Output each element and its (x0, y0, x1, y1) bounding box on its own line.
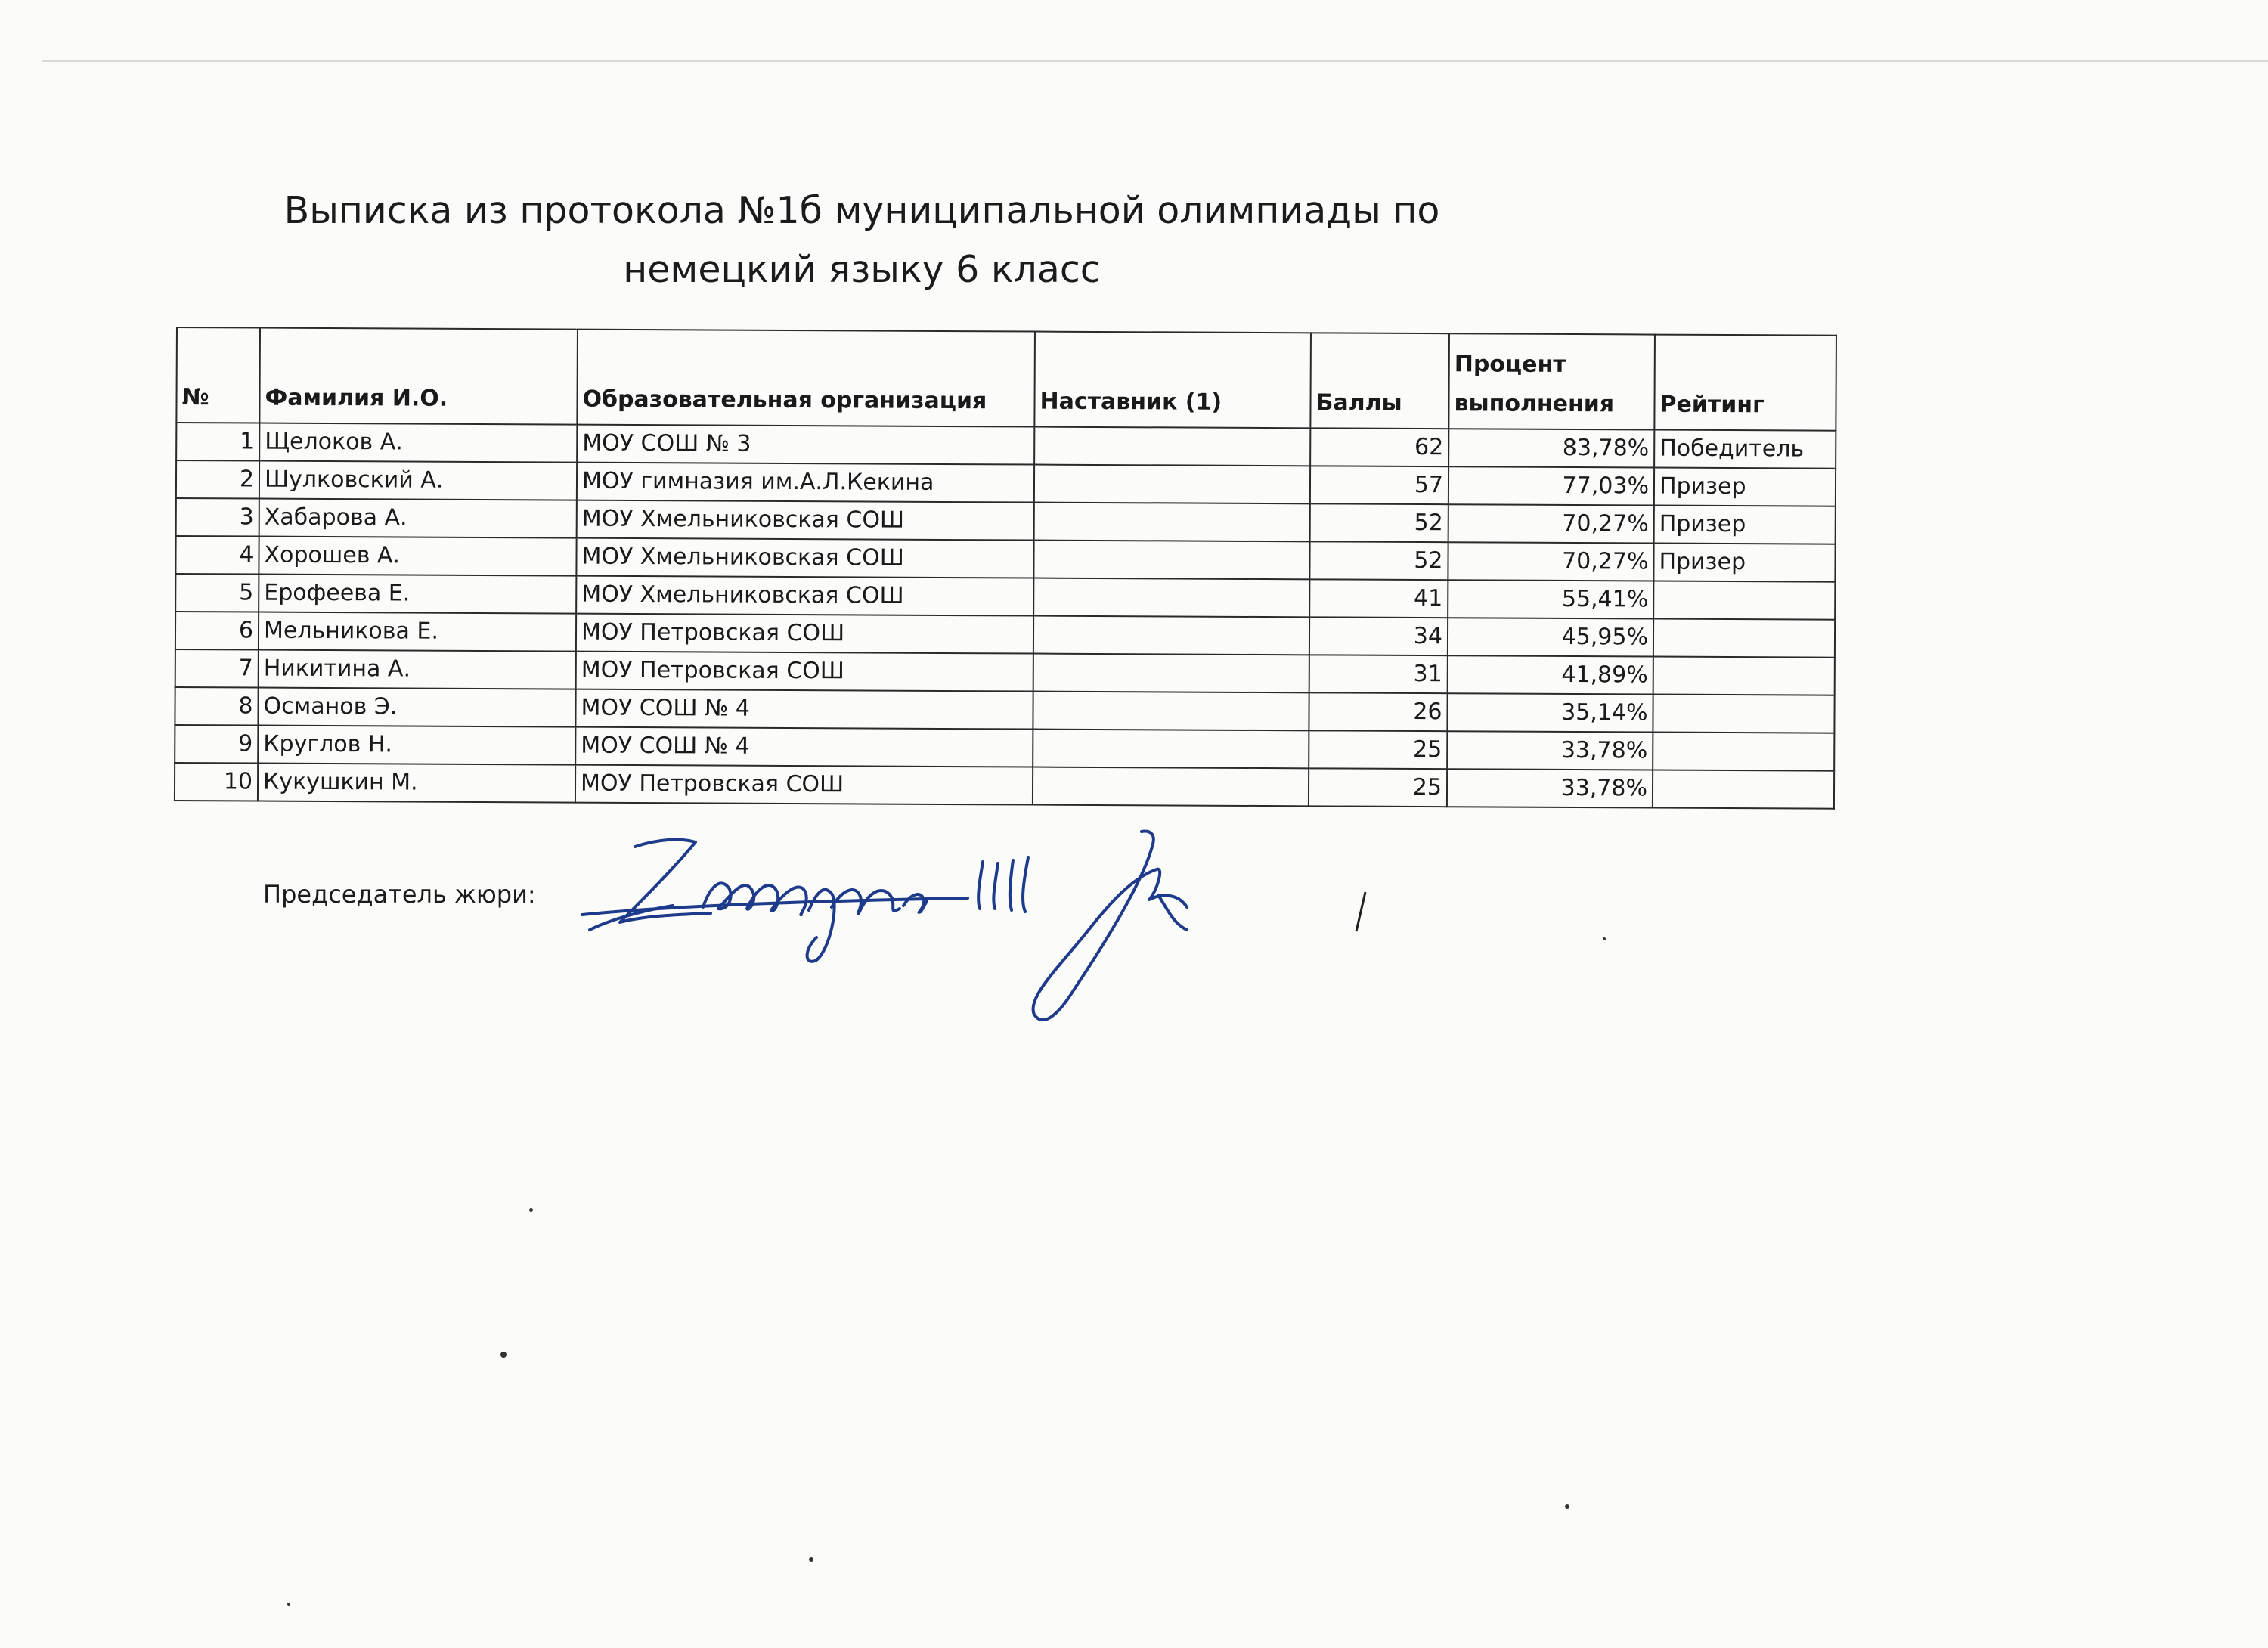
cell-num: 8 (175, 687, 258, 726)
cell-mentor (1033, 578, 1309, 618)
title-line-2: немецкий языку 6 класс (623, 248, 1101, 291)
cell-score: 41 (1309, 579, 1448, 618)
cell-org: МОУ СОШ № 4 (575, 727, 1033, 767)
cell-rating: Призер (1653, 544, 1835, 582)
cell-name: Хабарова А. (259, 499, 577, 538)
cell-percent: 41,89% (1448, 655, 1653, 694)
scan-speck (529, 1208, 533, 1212)
cell-num: 10 (175, 763, 258, 801)
cell-score: 31 (1309, 655, 1448, 693)
header-org: Образовательная организация (577, 330, 1035, 427)
cell-percent: 33,78% (1447, 731, 1653, 770)
cell-mentor (1033, 730, 1309, 769)
document-title (249, 181, 1474, 299)
cell-org: МОУ Хмельниковская СОШ (576, 538, 1033, 578)
cell-percent: 77,03% (1448, 466, 1654, 505)
cell-mentor (1034, 503, 1310, 542)
cell-org: МОУ Петровская СОШ (576, 614, 1033, 654)
header-num: № (176, 327, 260, 423)
cell-score: 34 (1309, 617, 1448, 655)
scan-speck (287, 1603, 290, 1606)
cell-org: МОУ Петровская СОШ (576, 652, 1033, 692)
cell-num: 2 (176, 460, 259, 499)
cell-score: 62 (1310, 428, 1448, 466)
chair-label: Председатель жюри: (263, 880, 536, 909)
cell-name: Мельникова Е. (259, 612, 576, 652)
header-name: Фамилия И.О. (259, 328, 578, 425)
cell-rating (1653, 695, 1834, 733)
cell-mentor (1033, 616, 1309, 655)
cell-name: Хорошев А. (259, 537, 576, 576)
cell-rating (1653, 770, 1834, 809)
cell-mentor (1033, 767, 1309, 807)
cell-percent: 33,78% (1447, 769, 1653, 807)
cell-mentor (1034, 427, 1310, 466)
cell-percent: 35,14% (1447, 693, 1653, 732)
cell-org: МОУ гимназия им.А.Л.Кекина (577, 463, 1034, 503)
header-percent-line2: выполнения (1454, 390, 1615, 418)
cell-org: МОУ Петровская СОШ (575, 765, 1033, 805)
cell-org: МОУ Хмельниковская СОШ (577, 500, 1034, 541)
cell-score: 26 (1309, 692, 1447, 731)
table-header-row (176, 327, 1836, 431)
cell-rating (1653, 619, 1835, 658)
cell-rating (1653, 733, 1834, 771)
cell-num: 1 (176, 423, 259, 461)
cell-name: Щелоков А. (259, 423, 577, 463)
cell-score: 52 (1310, 503, 1448, 542)
cell-name: Ерофеева Е. (259, 575, 576, 614)
header-score: Баллы (1310, 333, 1449, 429)
cell-org: МОУ СОШ № 4 (575, 689, 1033, 730)
cell-name: Кукушкин М. (258, 764, 575, 803)
title-line-1: Выписка из протокола №1б муниципальной олимпиады по (284, 189, 1440, 232)
cell-score: 25 (1309, 768, 1447, 807)
cell-rating: Призер (1654, 506, 1836, 544)
cell-org: МОУ Хмельниковская СОШ (576, 576, 1033, 616)
cell-mentor (1033, 692, 1309, 731)
cell-rating (1653, 581, 1835, 620)
handwritten-signature (559, 816, 1240, 1036)
cell-num: 7 (175, 649, 259, 688)
header-rating: Рейтинг (1654, 335, 1836, 431)
table-row (175, 763, 1834, 809)
cell-num: 5 (175, 574, 259, 612)
header-percent (1448, 333, 1655, 429)
cell-org: МОУ СОШ № 3 (577, 425, 1034, 465)
cell-score: 57 (1310, 466, 1448, 504)
results-table (174, 327, 1837, 810)
scan-speck (809, 1557, 813, 1562)
cell-name: Никитина А. (259, 650, 576, 689)
cell-percent: 45,95% (1448, 618, 1653, 656)
cell-num: 4 (175, 536, 259, 575)
cell-score: 52 (1309, 541, 1448, 580)
cell-percent: 70,27% (1448, 504, 1654, 543)
cell-percent: 83,78% (1448, 429, 1654, 467)
header-percent-line1: Процент (1454, 351, 1566, 378)
scan-edge-line (42, 60, 2268, 62)
cell-num: 6 (175, 612, 259, 650)
slash-mark (1353, 889, 1368, 934)
scan-speck (1603, 937, 1606, 940)
cell-rating: Победитель (1654, 430, 1836, 469)
cell-mentor (1033, 654, 1309, 693)
cell-percent: 70,27% (1448, 542, 1653, 581)
cell-name: Османов Э. (258, 688, 575, 727)
cell-score: 25 (1309, 730, 1447, 769)
cell-mentor (1034, 465, 1310, 504)
cell-rating (1653, 657, 1835, 695)
scan-speck (500, 1352, 507, 1358)
cell-num: 9 (175, 725, 258, 764)
header-mentor: Наставник (1) (1034, 332, 1311, 429)
table-body (175, 423, 1836, 809)
cell-name: Шулковский А. (259, 461, 577, 500)
cell-name: Круглов Н. (258, 726, 575, 765)
cell-rating: Призер (1654, 468, 1836, 506)
cell-percent: 55,41% (1448, 580, 1653, 618)
scan-speck (1565, 1504, 1569, 1509)
cell-num: 3 (176, 498, 259, 537)
cell-mentor (1033, 541, 1309, 580)
